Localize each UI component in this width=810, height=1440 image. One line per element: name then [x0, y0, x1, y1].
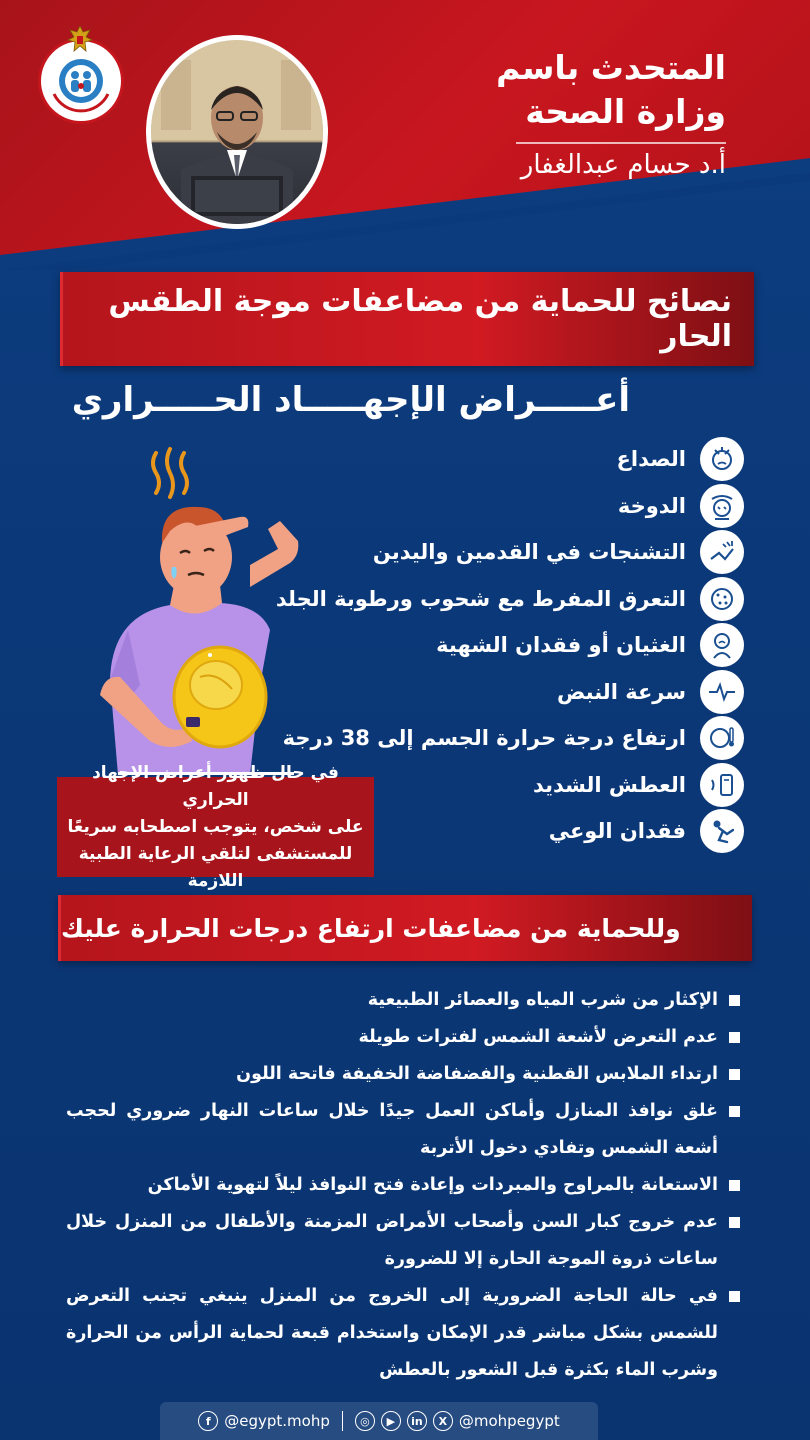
instagram-icon[interactable]: ◎: [355, 1411, 375, 1431]
ministry-of-health-logo-icon: [44, 44, 118, 118]
list-item: [274, 436, 744, 483]
fainting-icon: [700, 809, 744, 853]
warning-line-1: في حال ظهور أعراض الإجهاد الحراري: [92, 762, 339, 810]
spokesperson-title: [496, 46, 726, 134]
title-divider: [516, 142, 726, 144]
list-item: [274, 576, 744, 623]
list-item: الإكثار من شرب المياه والعصائر الطبيعية: [66, 982, 742, 1019]
eagle-crest-icon: [66, 24, 94, 54]
list-item: عدم خروج كبار السن وأصحاب الأمراض المزمنة والأطفال من المنزل خلال ساعات ذروة الموجة الحارة إلا للضرورة: [66, 1204, 742, 1278]
pulse-icon: [700, 670, 744, 714]
social-divider: [342, 1411, 343, 1431]
main-banner-text: نصائح للحماية من مضاعفات موجة الطقس الحار: [108, 284, 732, 354]
symptom-label: الدوخة: [617, 493, 686, 518]
list-item: [274, 669, 744, 716]
facebook-handle[interactable]: @egypt.mohp: [224, 1412, 330, 1430]
symptom-label: التشنجات في القدمين واليدين: [372, 540, 686, 565]
symptom-label: الغثيان أو فقدان الشهية: [436, 633, 686, 658]
main-banner: [60, 272, 754, 366]
list-item: عدم التعرض لأشعة الشمس لفترات طويلة: [66, 1019, 742, 1056]
symptom-label: التعرق المفرط مع شحوب ورطوبة الجلد: [275, 586, 686, 611]
sweating-icon: [700, 577, 744, 621]
headache-icon: [700, 437, 744, 481]
list-item: [274, 715, 744, 762]
symptom-label: الصداع: [616, 447, 686, 472]
warning-line-2: على شخص، يتوجب اصطحابه سريعًا: [67, 816, 364, 837]
protection-banner: [58, 895, 752, 961]
list-item: في حالة الحاجة الضرورية إلى الخروج من المنزل ينبغي تجنب التعرض للشمس بشكل مباشر قدر الإمكان واستخدام قبعة لحماية الرأس من الحرارة وشرب الماء بكثرة قبل الشعور بالعطش: [66, 1278, 742, 1389]
symptom-label: سرعة النبض: [557, 679, 686, 704]
dizziness-icon: [700, 484, 744, 528]
list-item: غلق نوافذ المنازل وأماكن العمل جيدًا خلال ساعات النهار ضروري لحجب أشعة الشمس وتفادي دخول الأتربة: [66, 1093, 742, 1167]
symptom-label: فقدان الوعي: [548, 819, 686, 844]
linkedin-icon[interactable]: in: [407, 1411, 427, 1431]
title-line-1: المتحدث باسم: [496, 48, 726, 87]
list-item: الاستعانة بالمراوح والمبردات وإعادة فتح النوافذ ليلاً لتهوية الأماكن: [66, 1167, 742, 1204]
warning-box: [57, 762, 374, 891]
symptom-label: العطش الشديد: [533, 772, 686, 797]
facebook-icon[interactable]: f: [198, 1411, 218, 1431]
x-twitter-icon[interactable]: X: [433, 1411, 453, 1431]
tips-list: [66, 982, 742, 1389]
list-item: [274, 529, 744, 576]
thirst-icon: [700, 763, 744, 807]
title-line-2: وزارة الصحة: [525, 92, 726, 131]
protection-banner-text: وللحماية من مضاعفات ارتفاع درجات الحرارة عليك: [61, 913, 681, 943]
social-handle[interactable]: @mohpegypt: [458, 1412, 560, 1430]
fever-icon: [700, 716, 744, 760]
spokesperson-photo: [146, 35, 328, 229]
nausea-icon: [700, 623, 744, 667]
list-item: [274, 622, 744, 669]
spokesperson-name: أ.د حسام عبدالغفار: [520, 150, 726, 180]
symptoms-title: أعـــــراض الإجهـــــاد الحـــــراري: [71, 380, 630, 420]
social-bar: [160, 1402, 598, 1440]
youtube-icon[interactable]: ▶: [381, 1411, 401, 1431]
list-item: ارتداء الملابس القطنية والفضفاضة الخفيفة فاتحة اللون: [66, 1056, 742, 1093]
warning-line-3: للمستشفى لتلقي الرعاية الطبية اللازمة: [78, 843, 353, 891]
symptom-label: ارتفاع درجة حرارة الجسم إلى 38 درجة: [282, 726, 686, 751]
list-item: [274, 483, 744, 530]
cramps-icon: [700, 530, 744, 574]
